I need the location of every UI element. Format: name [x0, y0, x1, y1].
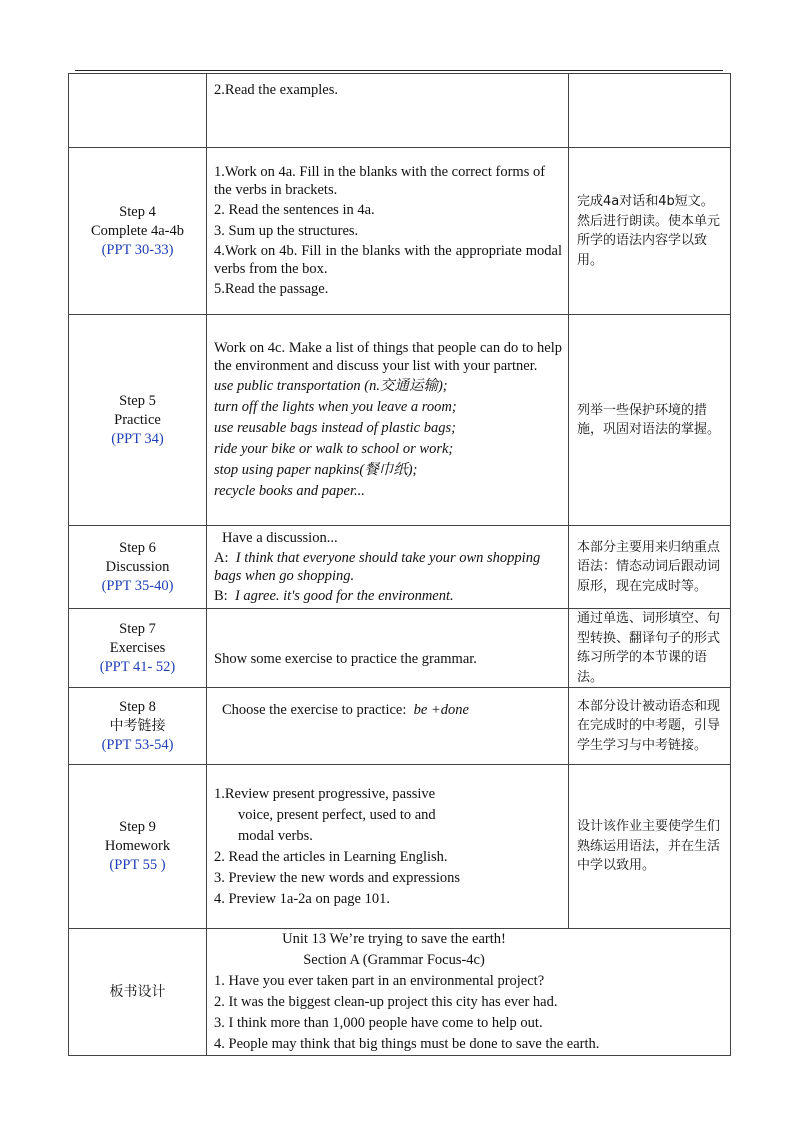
step-cell — [69, 688, 207, 765]
note-cell: 设计该作业主要使学生们熟练运用语法，并在生活中学以致用。 — [569, 765, 731, 929]
activity-line: voice, present perfect, used to and — [238, 806, 436, 823]
board-sentence: 4. People may think that big things must be done to save the earth. — [214, 1036, 600, 1052]
ppt-ref: (PPT 53-54) — [101, 736, 174, 753]
activity-line: modal verbs. — [238, 827, 313, 844]
ppt-ref: (PPT 30-33) — [101, 241, 174, 258]
activity-line: Have a discussion... — [222, 529, 338, 546]
list-item: ride your bike or walk to school or work; — [214, 440, 454, 457]
activity-cell — [207, 765, 569, 929]
board-sentence: 3. I think more than 1,000 people have come to help out. — [214, 1015, 543, 1031]
step-title: Complete 4a-4b — [90, 222, 185, 239]
step-cell — [69, 74, 207, 148]
note-cell: 完成4a对话和4b短文。然后进行朗读。使本单元所学的语法内容学以致用。 — [569, 148, 731, 315]
step-number: Step 8 — [119, 698, 156, 715]
activity-cell — [207, 609, 569, 688]
speaker-b: B: — [214, 587, 228, 604]
speaker-a: A: — [214, 549, 229, 566]
activity-cell — [207, 315, 569, 526]
step-title: Homework — [104, 838, 171, 854]
list-item: recycle books and paper... — [214, 482, 365, 499]
list-item: use public transportation (n.交通运输); — [214, 377, 448, 394]
dialogue-text-b: I agree. it's good for the environment. — [234, 587, 454, 604]
activity-line: 2. Read the sentences in 4a. — [214, 201, 375, 218]
step-number: Step 9 — [119, 819, 156, 835]
dialogue-text-a: I think that everyone should take your own shopping bags when go shopping. — [214, 549, 541, 584]
table-row — [69, 765, 731, 929]
note-cell — [569, 74, 731, 148]
activity-cell — [207, 74, 569, 148]
lesson-plan-table — [68, 73, 731, 1056]
activity-cell — [207, 148, 569, 315]
note-cell: 本部分主要用来归纳重点语法：情态动词后跟动词原形，现在完成时等。 — [569, 526, 731, 609]
step-number: Step 6 — [119, 539, 156, 556]
activity-line: 2. Read the articles in Learning English. — [214, 848, 448, 865]
note-cell: 本部分设计被动语态和现在完成时的中考题，引导学生学习与中考链接。 — [569, 688, 731, 765]
activity-line: 4.Work on 4b. Fill in the blanks with the appropriate modal verbs from the box. — [214, 242, 562, 277]
step-number: Step 4 — [119, 203, 156, 220]
dialogue-line-a — [214, 549, 562, 586]
activity-line — [214, 700, 562, 721]
step-cell — [69, 765, 207, 929]
step-cell — [69, 609, 207, 688]
activity-line: 4. Preview 1a-2a on page 101. — [214, 890, 390, 907]
board-subtitle: Section A (Grammar Focus-4c) — [303, 952, 485, 968]
step-cell — [69, 526, 207, 609]
note-cell: 通过单选、词形填空、句型转换、翻译句子的形式练习所学的本节课的语法。 — [569, 609, 731, 688]
step-number: Step 5 — [119, 392, 156, 409]
table-row — [69, 74, 731, 148]
activity-line: 1.Work on 4a. Fill in the blanks with the correct forms of the verbs in brackets. — [214, 163, 546, 198]
activity-line: 5.Read the passage. — [214, 280, 329, 297]
activity-line: Show some exercise to practice the grammar. — [214, 650, 477, 667]
table-row — [69, 688, 731, 765]
activity-line: 2.Read the examples. — [214, 82, 339, 98]
board-sentence: 1. Have you ever taken part in an environmental project? — [214, 973, 545, 989]
activity-line: 1.Review present progressive, passive — [214, 785, 436, 802]
step-title: Discussion — [105, 558, 170, 575]
step-cell — [69, 315, 207, 526]
activity-cell — [207, 526, 569, 609]
board-title: Unit 13 We’re trying to save the earth! — [282, 931, 506, 947]
ppt-ref: (PPT 35-40) — [101, 577, 174, 594]
board-design-label: 板书设计 — [69, 929, 207, 1056]
activity-line: 3. Sum up the structures. — [214, 222, 359, 239]
activity-intro: Work on 4c. Make a list of things that people can do to help the environment and discuss your list with your partner. — [214, 339, 562, 374]
header-rule — [75, 70, 723, 71]
ppt-ref: (PPT 41- 52) — [99, 658, 176, 675]
board-design-cell — [207, 929, 731, 1056]
table-row — [69, 929, 731, 1056]
exercise-text: Choose the exercise to practice: — [222, 702, 407, 718]
board-sentence: 2. It was the biggest clean-up project this city has ever had. — [214, 994, 558, 1010]
table-row — [69, 526, 731, 609]
dialogue-line-b — [214, 586, 562, 607]
step-title: Exercises — [109, 639, 166, 656]
table-row — [69, 609, 731, 688]
step-cell — [69, 148, 207, 315]
grammar-formula: be +done — [413, 702, 469, 718]
step-title: Practice — [114, 411, 161, 428]
table-row — [69, 148, 731, 315]
list-item: turn off the lights when you leave a room; — [214, 398, 457, 415]
table-row — [69, 315, 731, 526]
ppt-ref: (PPT 55 ) — [109, 857, 166, 873]
step-number: Step 7 — [119, 620, 156, 637]
activity-line: 3. Preview the new words and expressions — [214, 869, 461, 886]
ppt-ref: (PPT 34) — [111, 430, 164, 447]
step-title: 中考链接 — [109, 717, 166, 734]
list-item: stop using paper napkins(餐巾纸); — [214, 461, 418, 478]
activity-cell — [207, 688, 569, 765]
list-item: use reusable bags instead of plastic bags; — [214, 419, 456, 436]
note-cell: 列举一些保护环境的措施，巩固对语法的掌握。 — [569, 315, 731, 526]
